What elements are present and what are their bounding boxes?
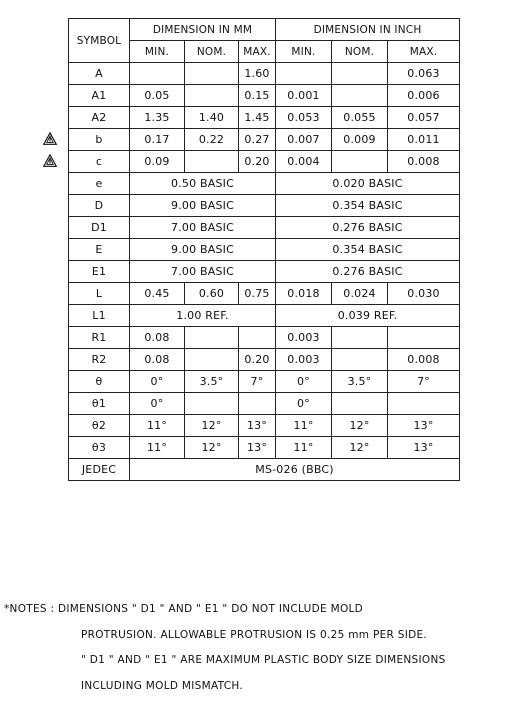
value-cell-inch-min: 0° xyxy=(276,393,332,415)
value-cell-inch-max xyxy=(388,327,460,349)
sub-header-inch-max: MAX. xyxy=(388,41,460,63)
symbol-cell: θ3 xyxy=(69,437,130,459)
value-cell-mm-min: 0.17 xyxy=(130,129,185,151)
value-cell-inch-min: 0.018 xyxy=(276,283,332,305)
value-cell-inch-min: 0.004 xyxy=(276,151,332,173)
value-cell-inch-span: 0.276 BASIC xyxy=(276,261,460,283)
symbol-cell: E xyxy=(69,239,130,261)
value-cell-inch-min: 11° xyxy=(276,437,332,459)
value-cell-inch-nom: 12° xyxy=(332,437,388,459)
value-cell-inch-max: 13° xyxy=(388,437,460,459)
value-cell-mm-nom: 12° xyxy=(185,415,239,437)
table-row xyxy=(69,239,460,261)
table-row xyxy=(69,85,460,107)
warning-triangle-icon xyxy=(43,132,57,145)
value-cell-inch-min: 0.003 xyxy=(276,349,332,371)
value-cell-inch-nom: 0.055 xyxy=(332,107,388,129)
value-cell-inch-span: 0.354 BASIC xyxy=(276,195,460,217)
value-cell-mm-min: 0.08 xyxy=(130,349,185,371)
table-row xyxy=(69,437,460,459)
table-row xyxy=(69,195,460,217)
symbol-cell: A1 xyxy=(69,85,130,107)
value-cell-mm-max: 1.45 xyxy=(239,107,276,129)
value-cell-inch-min: 0° xyxy=(276,371,332,393)
value-cell-mm-span: 9.00 BASIC xyxy=(130,195,276,217)
value-cell-inch-span: 0.354 BASIC xyxy=(276,239,460,261)
value-cell-mm-span: 1.00 REF. xyxy=(130,305,276,327)
table-row xyxy=(69,63,460,85)
table-row xyxy=(69,305,460,327)
value-cell-inch-nom: 0.009 xyxy=(332,129,388,151)
symbol-cell: b xyxy=(69,129,130,151)
value-cell-mm-max: 13° xyxy=(239,415,276,437)
note-line: " D1 " AND " E1 " ARE MAXIMUM PLASTIC BODY SIZE DIMENSIONS xyxy=(81,654,446,666)
symbol-cell: c xyxy=(69,151,130,173)
value-cell-mm-span: 7.00 BASIC xyxy=(130,261,276,283)
notes-block xyxy=(4,597,519,699)
value-cell-inch-min: 0.053 xyxy=(276,107,332,129)
value-cell-mm-nom xyxy=(185,151,239,173)
mm-group-header: DIMENSION IN MM xyxy=(130,19,276,41)
table-row xyxy=(69,371,460,393)
sub-header-inch-nom: NOM. xyxy=(332,41,388,63)
table-row xyxy=(69,283,460,305)
value-cell-mm-min: 11° xyxy=(130,415,185,437)
value-cell-inch-nom: 3.5° xyxy=(332,371,388,393)
value-cell-mm-min: 0.08 xyxy=(130,327,185,349)
value-cell-inch-min xyxy=(276,63,332,85)
header-row-group xyxy=(69,19,460,41)
sub-header-mm-nom: NOM. xyxy=(185,41,239,63)
value-cell-inch-nom xyxy=(332,151,388,173)
table-row xyxy=(69,327,460,349)
sub-header-mm-max: MAX. xyxy=(239,41,276,63)
value-cell-inch-max: 0.011 xyxy=(388,129,460,151)
jedec-row xyxy=(69,459,460,481)
value-cell-mm-nom: 0.22 xyxy=(185,129,239,151)
warning-triangle-icon xyxy=(43,154,57,167)
value-cell-inch-nom xyxy=(332,85,388,107)
value-cell-mm-max: 0.20 xyxy=(239,151,276,173)
value-cell-mm-nom: 3.5° xyxy=(185,371,239,393)
value-cell-inch-min: 0.003 xyxy=(276,327,332,349)
value-cell-inch-span: 0.276 BASIC xyxy=(276,217,460,239)
value-cell-mm-min: 0° xyxy=(130,393,185,415)
value-cell-mm-min: 1.35 xyxy=(130,107,185,129)
note-line: *NOTES : DIMENSIONS " D1 " AND " E1 " DO NOT INCLUDE MOLD xyxy=(4,603,364,615)
value-cell-inch-max: 13° xyxy=(388,415,460,437)
note-line: INCLUDING MOLD MISMATCH. xyxy=(81,679,244,692)
value-cell-mm-max xyxy=(239,327,276,349)
symbol-cell: A2 xyxy=(69,107,130,129)
value-cell-mm-nom: 0.60 xyxy=(185,283,239,305)
value-cell-inch-nom: 0.024 xyxy=(332,283,388,305)
value-cell-mm-max: 0.27 xyxy=(239,129,276,151)
value-cell-inch-nom xyxy=(332,327,388,349)
symbol-cell: R1 xyxy=(69,327,130,349)
sub-header-inch-min: MIN. xyxy=(276,41,332,63)
value-cell-mm-max: 7° xyxy=(239,371,276,393)
table-row xyxy=(69,393,460,415)
symbol-cell: θ2 xyxy=(69,415,130,437)
table-row xyxy=(69,217,460,239)
jedec-value: MS-026 (BBC) xyxy=(130,459,460,481)
value-cell-inch-max: 0.063 xyxy=(388,63,460,85)
value-cell-inch-max: 0.057 xyxy=(388,107,460,129)
value-cell-inch-max: 0.030 xyxy=(388,283,460,305)
value-cell-mm-nom xyxy=(185,327,239,349)
note-line: PROTRUSION. ALLOWABLE PROTRUSION IS 0.25 mm PER SIDE. xyxy=(81,628,428,641)
value-cell-mm-min: 0.09 xyxy=(130,151,185,173)
value-cell-mm-max: 13° xyxy=(239,437,276,459)
symbol-cell: L xyxy=(69,283,130,305)
value-cell-inch-span: 0.039 REF. xyxy=(276,305,460,327)
symbol-cell: D1 xyxy=(69,217,130,239)
symbol-cell: θ1 xyxy=(69,393,130,415)
value-cell-inch-min: 0.007 xyxy=(276,129,332,151)
value-cell-inch-max xyxy=(388,393,460,415)
table-row xyxy=(69,107,460,129)
inch-group-header: DIMENSION IN INCH xyxy=(276,19,460,41)
value-cell-mm-max: 0.75 xyxy=(239,283,276,305)
table-row xyxy=(69,415,460,437)
value-cell-mm-min: 11° xyxy=(130,437,185,459)
symbol-cell: θ xyxy=(69,371,130,393)
value-cell-inch-max: 7° xyxy=(388,371,460,393)
value-cell-mm-nom xyxy=(185,63,239,85)
dimension-table xyxy=(68,18,460,481)
value-cell-mm-span: 9.00 BASIC xyxy=(130,239,276,261)
table-row xyxy=(69,349,460,371)
value-cell-inch-nom xyxy=(332,63,388,85)
symbol-cell: A xyxy=(69,63,130,85)
jedec-label: JEDEC xyxy=(69,459,130,481)
value-cell-mm-max: 1.60 xyxy=(239,63,276,85)
value-cell-mm-max xyxy=(239,393,276,415)
value-cell-inch-nom: 12° xyxy=(332,415,388,437)
value-cell-inch-nom xyxy=(332,349,388,371)
value-cell-inch-nom xyxy=(332,393,388,415)
value-cell-mm-min xyxy=(130,63,185,85)
symbol-cell: R2 xyxy=(69,349,130,371)
value-cell-mm-min: 0.45 xyxy=(130,283,185,305)
value-cell-mm-min: 0° xyxy=(130,371,185,393)
table-row xyxy=(69,173,460,195)
symbol-header: SYMBOL xyxy=(69,19,130,63)
symbol-cell: D xyxy=(69,195,130,217)
table-row xyxy=(69,129,460,151)
symbol-cell: E1 xyxy=(69,261,130,283)
value-cell-mm-nom xyxy=(185,85,239,107)
value-cell-inch-min: 11° xyxy=(276,415,332,437)
value-cell-inch-span: 0.020 BASIC xyxy=(276,173,460,195)
value-cell-mm-nom: 12° xyxy=(185,437,239,459)
value-cell-inch-max: 0.008 xyxy=(388,349,460,371)
sub-header-mm-min: MIN. xyxy=(130,41,185,63)
value-cell-inch-max: 0.006 xyxy=(388,85,460,107)
symbol-cell: e xyxy=(69,173,130,195)
value-cell-mm-span: 7.00 BASIC xyxy=(130,217,276,239)
value-cell-mm-nom xyxy=(185,393,239,415)
symbol-cell: L1 xyxy=(69,305,130,327)
value-cell-mm-min: 0.05 xyxy=(130,85,185,107)
value-cell-inch-min: 0.001 xyxy=(276,85,332,107)
value-cell-mm-nom: 1.40 xyxy=(185,107,239,129)
value-cell-mm-max: 0.20 xyxy=(239,349,276,371)
table-row xyxy=(69,261,460,283)
value-cell-mm-max: 0.15 xyxy=(239,85,276,107)
table-row xyxy=(69,151,460,173)
value-cell-mm-nom xyxy=(185,349,239,371)
value-cell-inch-max: 0.008 xyxy=(388,151,460,173)
value-cell-mm-span: 0.50 BASIC xyxy=(130,173,276,195)
